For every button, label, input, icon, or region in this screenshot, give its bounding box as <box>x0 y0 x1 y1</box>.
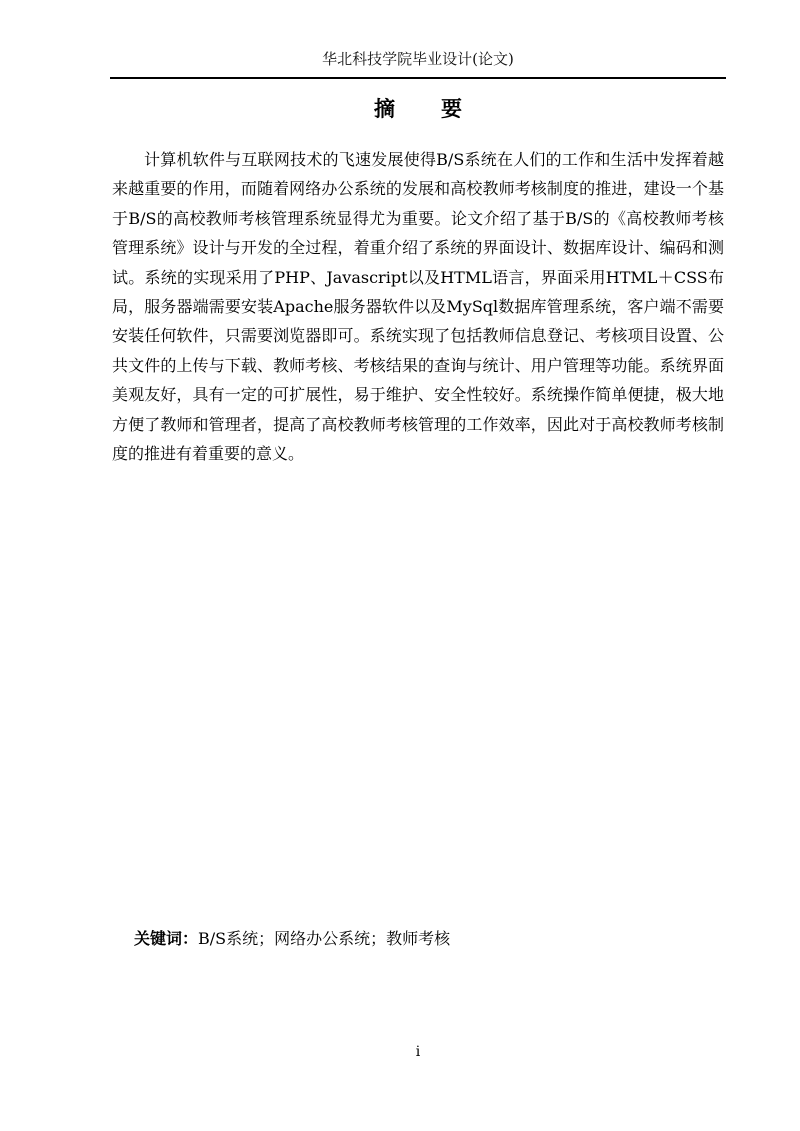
abstract-body: 计算机软件与互联网技术的飞速发展使得B/S系统在人们的工作和生活中发挥着越来越重要的作用，而随着网络办公系统的发展和高校教师考核制度的推进，建设一个基于B/S的高校教师考核管理系统显得尤为重要。论文介绍了基于B/S的《高校教师考核管理系统》设计与开发的全过程，着重介绍了系统的界面设计、数据库设计、编码和测试。系统的实现采用了PHP、Javascript以及HTML语言，界面采用HTML＋CSS布局，服务器端需要安装Apache服务器软件以及MySql数据库管理系统，客户端不需要安装任何软件，只需要浏览器即可。系统实现了包括教师信息登记、考核项目设置、公共文件的上传与下载、教师考核、考核结果的查询与统计、用户管理等功能。系统界面美观友好，具有一定的可扩展性，易于维护、安全性较好。系统操作简单便捷，极大地方便了教师和管理者，提高了高校教师考核管理的工作效率，因此对于高校教师考核制度的推进有着重要的意义。 <box>112 150 724 464</box>
running-header: 华北科技学院毕业设计(论文) <box>322 50 514 68</box>
keywords-label: 关键词： <box>134 929 199 948</box>
keywords-value: B/S系统；网络办公系统；教师考核 <box>198 929 451 948</box>
page-number: i <box>415 1044 421 1060</box>
abstract-title: 摘要 <box>374 96 508 121</box>
keywords-line <box>134 927 450 951</box>
header-rule <box>110 77 726 79</box>
